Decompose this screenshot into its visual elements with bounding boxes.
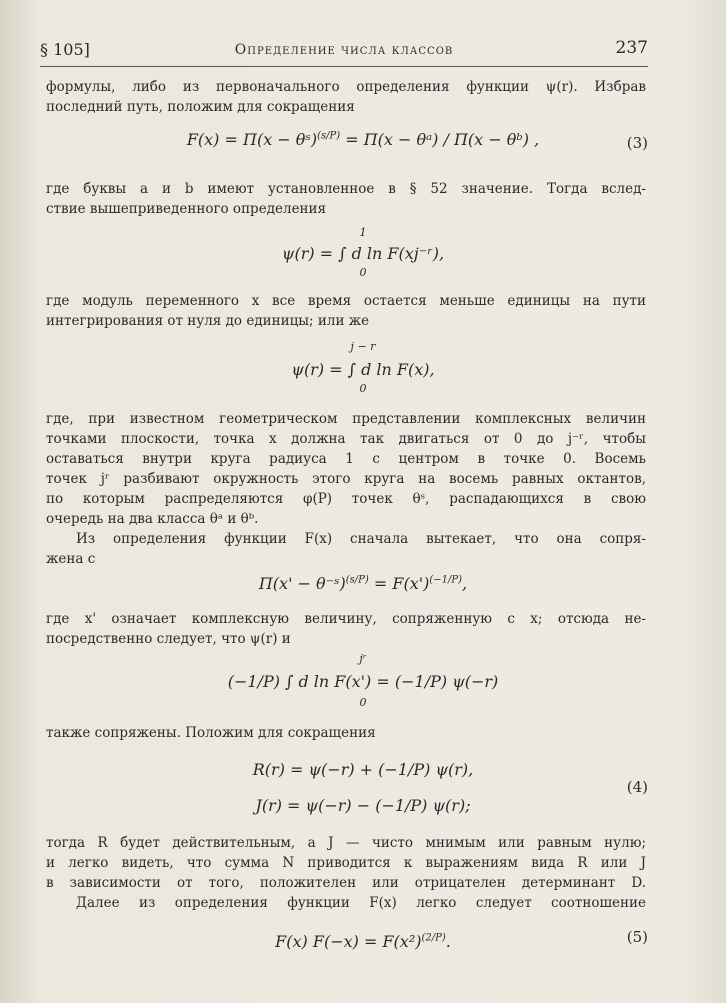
text-line: тогда R будет действительным, а J — чисто мнимым или равным нулю; bbox=[46, 835, 646, 851]
formula-3-lhs: F(x) = Π(x − θˢ) bbox=[186, 130, 318, 149]
conjugate-rhs: = F(x') bbox=[373, 574, 430, 593]
equation-number-4: (4) bbox=[626, 778, 648, 796]
integral-3-lower-limit: 0 bbox=[359, 696, 367, 709]
text-line: Из определения функции F(x) сначала вытекает, что она сопря- bbox=[76, 531, 646, 547]
conjugate-rhs-exponent: (−1/P) bbox=[429, 574, 463, 586]
formula-5-exponent: (2/P) bbox=[421, 932, 446, 944]
text-line: формулы, либо из первоначального определения функции ψ(r). Избрав bbox=[46, 79, 646, 95]
running-header bbox=[40, 38, 648, 67]
formula-4-R: R(r) = ψ(−r) + (−1/P) ψ(r), bbox=[252, 760, 474, 779]
text-line: где x' означает комплексную величину, сопряженную с x; отсюда не- bbox=[46, 611, 646, 627]
text-line: точками плоскости, точка x должна так двигаться от 0 до j⁻ʳ, чтобы bbox=[46, 431, 646, 447]
integral-1: ψ(r) = ∫ d ln F(xj⁻ʳ), bbox=[281, 244, 445, 263]
text-line: и легко видеть, что сумма N приводится к выражениям вида R или J bbox=[46, 855, 646, 871]
text-line: по которым распределяются φ(P) точек θˢ, распадающихся в свою bbox=[46, 491, 646, 507]
formula-3-exponent: (s/P) bbox=[317, 130, 341, 142]
text-line: также сопряжены. Положим для сокращения bbox=[46, 725, 376, 741]
formula-5: F(x) $F(-x) = F(x^2)^{(2/P)}$. bbox=[275, 932, 451, 951]
conjugate-lhs-exponent: (s/P) bbox=[345, 574, 369, 586]
equation-number-3: (3) bbox=[626, 134, 648, 152]
section-number: § 105] bbox=[40, 40, 90, 59]
formula-4-J: J(r) = ψ(−r) − (−1/P) ψ(r); bbox=[255, 796, 471, 815]
text-line: где, при известном геометрическом представлении комплексных величин bbox=[46, 411, 646, 427]
integral-2: ψ(r) = ∫ d ln F(x), bbox=[291, 360, 435, 379]
text-line: Далее из определения функции F(x) легко следует соотношение bbox=[76, 895, 646, 911]
running-title: Определение числа классов bbox=[234, 42, 454, 58]
formula-3 bbox=[0, 130, 726, 149]
integral-3-upper-limit: jʳ bbox=[359, 652, 367, 665]
integral-3: (−1/P) ∫ d ln F(x') = (−1/P) ψ(−r) bbox=[227, 672, 499, 691]
page-number: 237 bbox=[615, 38, 648, 58]
text-line: в зависимости от того, положителен или отрицателен детерминант D. bbox=[46, 875, 646, 891]
conjugate-formula: Π(x' − θ⁻ˢ)$^{(s/P)}$ = $F(x')^{(-1/P)}$, bbox=[258, 574, 468, 593]
formula-5-body: F(x) F(−x) = F(x²) bbox=[275, 932, 422, 951]
text-line: интегрирования от нуля до единицы; или же bbox=[46, 313, 370, 329]
formula-3-rhs: = Π(x − θᵃ) / Π(x − θᵇ) , bbox=[345, 130, 540, 149]
text-line: где буквы a и b имеют установленное в § 52 значение. Тогда вслед- bbox=[46, 181, 646, 197]
text-line: последний путь, положим для сокращения bbox=[46, 99, 355, 115]
text-line: посредственно следует, что ψ(r) и bbox=[46, 631, 291, 647]
conjugate-lhs: Π(x' − θ⁻ˢ) bbox=[258, 574, 346, 593]
text-line: ствие вышеприведенного определения bbox=[46, 201, 327, 217]
text-line: точек jʳ разбивают окружность этого круга на восемь равных октантов, bbox=[46, 471, 646, 487]
text-line: очередь на два класса θᵃ и θᵇ. bbox=[46, 511, 259, 527]
text-line: жена с bbox=[46, 551, 96, 567]
integral-2-lower-limit: 0 bbox=[359, 382, 367, 395]
integral-2-upper-limit: j − r bbox=[350, 340, 376, 353]
integral-1-lower-limit: 0 bbox=[359, 266, 367, 279]
integral-1-upper-limit: 1 bbox=[359, 226, 367, 239]
text-line: где модуль переменного x все время остается меньше единицы на пути bbox=[46, 293, 646, 309]
text-line: оставаться внутри круга радиуса 1 с центром в точке 0. Восемь bbox=[46, 451, 646, 467]
equation-number-5: (5) bbox=[626, 928, 648, 946]
